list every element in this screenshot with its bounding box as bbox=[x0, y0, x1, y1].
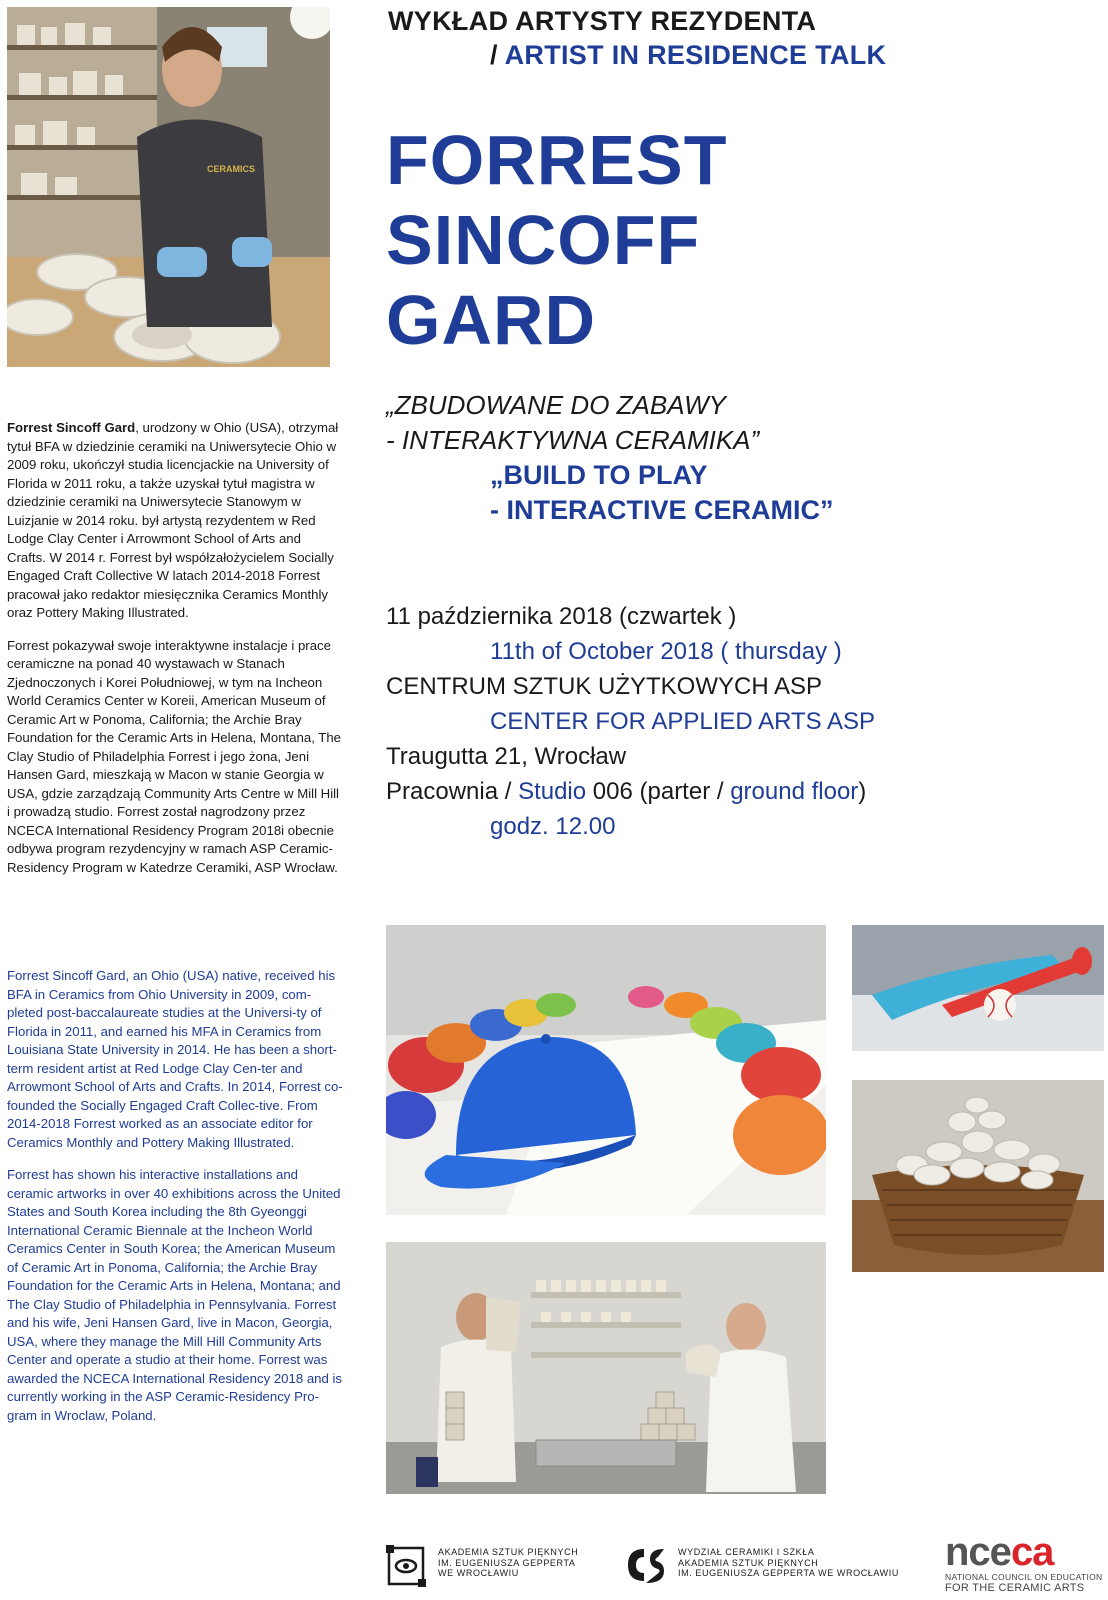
asp-logo bbox=[386, 1545, 586, 1589]
event-room bbox=[386, 775, 866, 809]
event-date-en: 11th of October 2018 ( thursday ) bbox=[490, 638, 842, 665]
title-en-line-1: „BUILD TO PLAY bbox=[490, 460, 708, 490]
nceca-wordmark bbox=[945, 1532, 1105, 1572]
faculty-emblem-icon bbox=[622, 1545, 668, 1585]
faculty-logo-line: IM. EUGENIUSZA GEPPERTA WE WROCŁAWIU bbox=[678, 1568, 899, 1578]
talk-title-pl: WYKŁAD ARTYSTY REZYDENTA bbox=[388, 6, 817, 36]
artwork-photo-basket bbox=[852, 1080, 1104, 1272]
artwork-photo-caps bbox=[386, 925, 826, 1215]
talk-en-slash: / bbox=[490, 40, 505, 70]
title-en-line-2: - INTERACTIVE CERAMIC” bbox=[490, 495, 834, 525]
bio-pl-p1-text: , urodzony w Ohio (USA), otrzymał tytuł BFA w dziedzinie ceramiki na Uniwersytecie Ohio w 2009 roku, ukończył studia licencjackie na University of Florida w 2011 roku, a także uzyskał tytuł magistra w dziedzinie ceramiki na Uniwersytecie Stanowym w Luizjanie w 2014 roku. był artystą rezydentem w Red Lodge Clay Center i Arrowmont School of Arts and Crafts. W 2014 r. Forrest był współzałożycielem Socially Engaged Craft Collective W latach 2014-2018 Forrest pracował jako redaktor miesięcznika Ceramics Monthly oraz Pottery Making Illustrated. bbox=[7, 420, 339, 620]
title-pl-line-2: - INTERAKTYWNA CERAMIKA” bbox=[386, 425, 760, 455]
talk-en-label: ARTIST IN RESIDENCE TALK bbox=[504, 40, 887, 70]
title-pl-line-1: „ZBUDOWANE DO ZABAWY bbox=[386, 390, 726, 420]
asp-emblem-icon bbox=[386, 1545, 426, 1587]
artist-name bbox=[386, 120, 727, 360]
faculty-logo-line: WYDZIAŁ CERAMIKI I SZKŁA bbox=[678, 1547, 815, 1557]
talk-title-en bbox=[490, 40, 886, 71]
faculty-logo bbox=[622, 1545, 899, 1589]
bio-en-paragraph-1: Forrest Sincoff Gard, an Ohio (USA) native, received his BFA in Ceramics from Ohio University in 2009, com-pleted post-baccalaureate studies at the Universi-ty of Florida in 2011, and earned his MFA in Ceramics from Louisiana State University in 2014. He has been a short-term resident artist at Red Lodge Clay Cen-ter and Arrowmont School of Arts and Crafts. In 2014, Forrest co-founded the Socially Engaged Craft Collec-tive. From 2014-2018 Forrest worked as an associate editor for Ceramics Monthly and Pottery Making Illustrated. bbox=[7, 968, 343, 1150]
artwork-photo-performance bbox=[386, 1242, 826, 1494]
bio-pl-paragraph-1 bbox=[7, 419, 343, 623]
nceca-line: NATIONAL COUNCIL ON EDUCATION bbox=[945, 1572, 1103, 1582]
event-time: godz. 12.00 bbox=[490, 813, 616, 840]
artist-name-line: FORREST bbox=[386, 121, 728, 199]
artist-portrait-photo bbox=[7, 7, 330, 367]
event-address: Traugutta 21, Wrocław bbox=[386, 743, 627, 770]
artist-name-line: SINCOFF bbox=[386, 201, 701, 279]
event-date-pl: 11 października 2018 (czwartek ) bbox=[386, 603, 737, 630]
room-en-word: Studio bbox=[518, 778, 587, 805]
bio-pl-name: Forrest Sincoff Gard bbox=[7, 420, 136, 435]
room-number: 006 (parter / bbox=[586, 778, 731, 805]
nceca-line: FOR THE CERAMIC ARTS bbox=[945, 1581, 1085, 1594]
shirt-text: CERAMICS bbox=[207, 164, 256, 174]
asp-logo-line: WE WROCŁAWIU bbox=[438, 1568, 519, 1578]
room-close: ) bbox=[858, 778, 867, 805]
bio-english bbox=[7, 967, 343, 1439]
asp-logo-line: IM. EUGENIUSZA GEPPERTA bbox=[438, 1557, 576, 1568]
bio-pl-paragraph-2: Forrest pokazywał swoje interaktywne instalacje i prace ceramiczne na ponad 40 wystawach w Stanach Zjednoczonych i Korei Południowej, w tym na Incheon World Ceramics Center w Koreii, American Museum of Ceramic Art w Ponoma, California; the Archie Bray Foundation for the Ceramic Arts in Helena, Montana, The Clay Studio of Philadelphia Forrest i jego żona, Jeni Hansen Gard, mieszkają w Macon w stanie Georgia w USA, gdzie zarządzają Community Arts Centre w Mill Hill i prowadzą studio. Forrest został nagrodzony przez NCECA International Residency Program 2018i obecnie odbywa program rezydencyjny w ramach ASP Ceramic-Residency Program w Katedrze Ceramiki, ASP Wrocław. bbox=[7, 637, 342, 875]
artist-name-line: GARD bbox=[386, 281, 597, 359]
nceca-logo bbox=[945, 1532, 1105, 1598]
nceca-wordmark-text: nceca bbox=[945, 1530, 1054, 1574]
asp-logo-line: AKADEMIA SZTUK PIĘKNYCH bbox=[438, 1547, 579, 1557]
artwork-photo-bat bbox=[852, 925, 1104, 1051]
bio-en-paragraph-2: Forrest has shown his interactive installations and ceramic artworks in over 40 exhibitions across the United States and South Korea including the 8th Gyeonggi International Ceramic Biennale at the Incheon World Ceramics Center in South Korea; the American Museum of Ceramic Art in Ponoma, California; the Archie Bray Foundation for the Ceramic Arts in Helena, Montana; and The Clay Studio of Philadelphia in Pennsylvania. Forrest and his wife, Jeni Hansen Gard, live in Macon, Georgia, USA, where they manage the Mill Hill Community Arts Center and operate a studio at their home. Forrest was awarded the NCECA International Residency 2018 and is currently working in the ASP Ceramic-Residency Pro-gram in Wroclaw, Poland. bbox=[7, 1167, 343, 1423]
room-pl-word: Pracownia / bbox=[386, 778, 519, 805]
floor-en: ground floor bbox=[730, 778, 859, 805]
faculty-logo-line: AKADEMIA SZTUK PIĘKNYCH bbox=[678, 1557, 819, 1568]
event-venue-pl: CENTRUM SZTUK UŻYTKOWYCH ASP bbox=[386, 673, 823, 700]
event-venue-en: CENTER FOR APPLIED ARTS ASP bbox=[490, 708, 876, 735]
bio-polish bbox=[7, 419, 343, 891]
